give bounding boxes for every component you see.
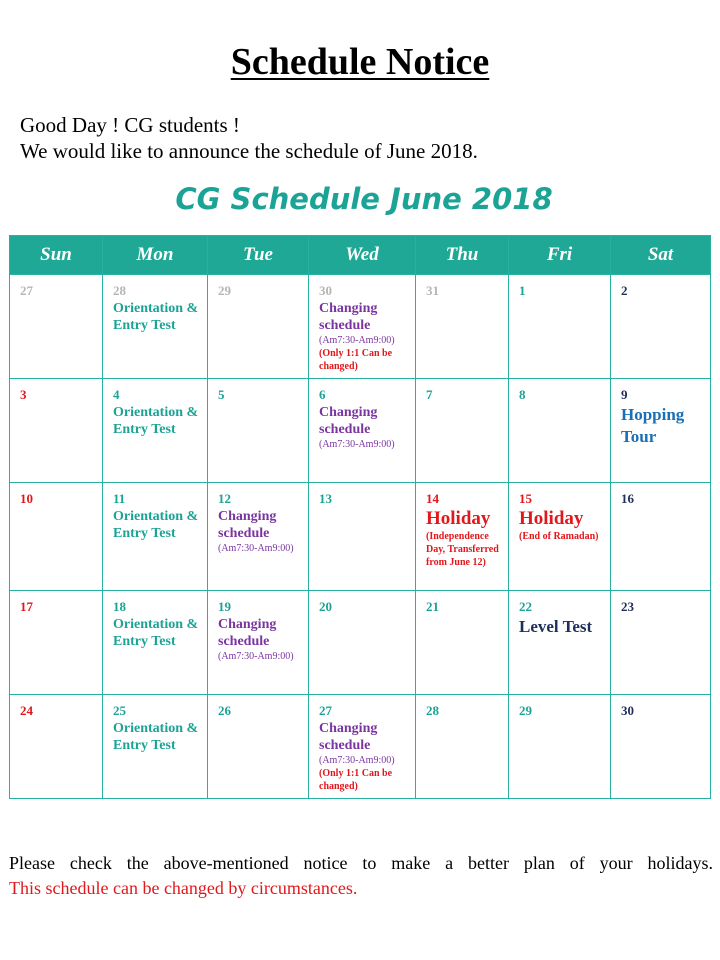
day-number: 4 — [113, 387, 120, 402]
day-cell — [208, 379, 309, 483]
holiday-note: (End of Ramadan) — [519, 531, 599, 542]
day-number: 6 — [319, 387, 326, 402]
event-changing-schedule: Changing schedule — [319, 721, 378, 753]
event-holiday: Holiday — [426, 508, 491, 529]
day-cell — [208, 695, 309, 799]
event-note: (Only 1:1 Can be changed) — [319, 348, 393, 372]
day-number: 27 — [20, 283, 33, 298]
day-number: 11 — [113, 491, 126, 506]
day-number: 8 — [519, 387, 526, 402]
event-note: (Only 1:1 Can be changed) — [319, 768, 393, 792]
event-changing-schedule: Changing schedule — [319, 405, 378, 437]
event-time: (Am7:30-Am9:00) — [218, 651, 294, 662]
day-number: 24 — [20, 703, 33, 718]
event-changing-schedule: Changing schedule — [319, 301, 378, 333]
event-orientation: Orientation & Entry Test — [113, 509, 199, 541]
day-number: 25 — [113, 703, 126, 718]
day-number: 7 — [426, 387, 433, 402]
event-time: (Am7:30-Am9:00) — [319, 335, 395, 346]
day-cell — [10, 379, 103, 483]
day-cell — [309, 483, 416, 591]
day-number: 20 — [319, 599, 332, 614]
calendar-week-row — [10, 483, 711, 591]
day-number: 10 — [20, 491, 33, 506]
day-cell — [611, 379, 711, 483]
calendar-table — [9, 235, 711, 799]
day-cell — [103, 379, 208, 483]
intro-line-announcement: We would like to announce the schedule of June 2018. — [20, 139, 478, 163]
day-cell — [309, 379, 416, 483]
day-cell — [416, 483, 509, 591]
day-cell — [309, 591, 416, 695]
day-cell — [10, 695, 103, 799]
day-number: 15 — [519, 491, 532, 506]
day-cell — [208, 275, 309, 379]
day-cell — [103, 591, 208, 695]
calendar-week-row — [10, 275, 711, 379]
event-orientation: Orientation & Entry Test — [113, 721, 199, 753]
day-cell — [103, 275, 208, 379]
day-cell — [416, 275, 509, 379]
day-cell — [611, 591, 711, 695]
day-cell — [509, 591, 611, 695]
day-number: 5 — [218, 387, 225, 402]
day-header-fri: Fri — [509, 236, 611, 275]
day-cell — [509, 275, 611, 379]
day-cell — [611, 275, 711, 379]
footer-change-warning: This schedule can be changed by circumstances. — [9, 878, 358, 898]
day-cell — [103, 695, 208, 799]
day-number: 16 — [621, 491, 634, 506]
day-number: 9 — [621, 387, 628, 402]
event-time: (Am7:30-Am9:00) — [319, 755, 395, 766]
day-number: 17 — [20, 599, 33, 614]
event-changing-schedule: Changing schedule — [218, 617, 277, 649]
day-cell — [10, 275, 103, 379]
footer-notice — [9, 851, 713, 901]
day-cell — [509, 483, 611, 591]
day-cell — [103, 483, 208, 591]
day-number: 28 — [113, 283, 126, 298]
day-cell — [509, 695, 611, 799]
day-cell — [10, 483, 103, 591]
day-cell — [611, 483, 711, 591]
day-header-wed: Wed — [309, 236, 416, 275]
calendar-week-row — [10, 695, 711, 799]
day-header-mon: Mon — [103, 236, 208, 275]
calendar-title: CG Schedule June 2018 — [175, 182, 553, 216]
intro-line-greeting: Good Day ! CG students ! — [20, 113, 240, 137]
event-hopping-tour: Hopping Tour — [621, 405, 685, 446]
day-cell — [509, 379, 611, 483]
day-number: 3 — [20, 387, 27, 402]
day-number: 27 — [319, 703, 332, 718]
intro-text — [20, 112, 478, 164]
day-cell — [208, 591, 309, 695]
event-time: (Am7:30-Am9:00) — [319, 439, 395, 450]
day-header-thu: Thu — [416, 236, 509, 275]
day-header-tue: Tue — [208, 236, 309, 275]
day-number: 30 — [621, 703, 634, 718]
day-header-sun: Sun — [10, 236, 103, 275]
event-time: (Am7:30-Am9:00) — [218, 543, 294, 554]
day-cell — [309, 695, 416, 799]
day-number: 28 — [426, 703, 439, 718]
day-number: 1 — [519, 283, 526, 298]
day-cell — [416, 379, 509, 483]
day-cell — [416, 591, 509, 695]
day-cell — [208, 483, 309, 591]
event-level-test: Level Test — [519, 617, 593, 636]
day-number: 29 — [519, 703, 532, 718]
day-number: 22 — [519, 599, 532, 614]
day-cell — [611, 695, 711, 799]
holiday-note: (Independence Day, Transferred from June 12) — [426, 531, 499, 568]
event-changing-schedule: Changing schedule — [218, 509, 277, 541]
day-number: 12 — [218, 491, 231, 506]
day-number: 29 — [218, 283, 231, 298]
event-orientation: Orientation & Entry Test — [113, 405, 199, 437]
calendar-header-row — [10, 236, 711, 275]
day-number: 26 — [218, 703, 231, 718]
day-header-sat: Sat — [611, 236, 711, 275]
calendar-week-row — [10, 591, 711, 695]
page-title: Schedule Notice — [230, 41, 490, 83]
day-number: 2 — [621, 283, 628, 298]
calendar-week-row — [10, 379, 711, 483]
day-number: 21 — [426, 599, 439, 614]
footer-plan-notice: Please check the above-mentioned notice to make a better plan of your holidays. — [9, 853, 713, 873]
event-orientation: Orientation & Entry Test — [113, 617, 199, 649]
day-number: 18 — [113, 599, 126, 614]
day-cell — [309, 275, 416, 379]
day-cell — [416, 695, 509, 799]
day-number: 19 — [218, 599, 231, 614]
day-number: 31 — [426, 283, 439, 298]
event-holiday: Holiday — [519, 508, 584, 529]
day-cell — [10, 591, 103, 695]
day-number: 14 — [426, 491, 439, 506]
day-number: 13 — [319, 491, 332, 506]
day-number: 23 — [621, 599, 634, 614]
event-orientation: Orientation & Entry Test — [113, 301, 199, 333]
day-number: 30 — [319, 283, 332, 298]
